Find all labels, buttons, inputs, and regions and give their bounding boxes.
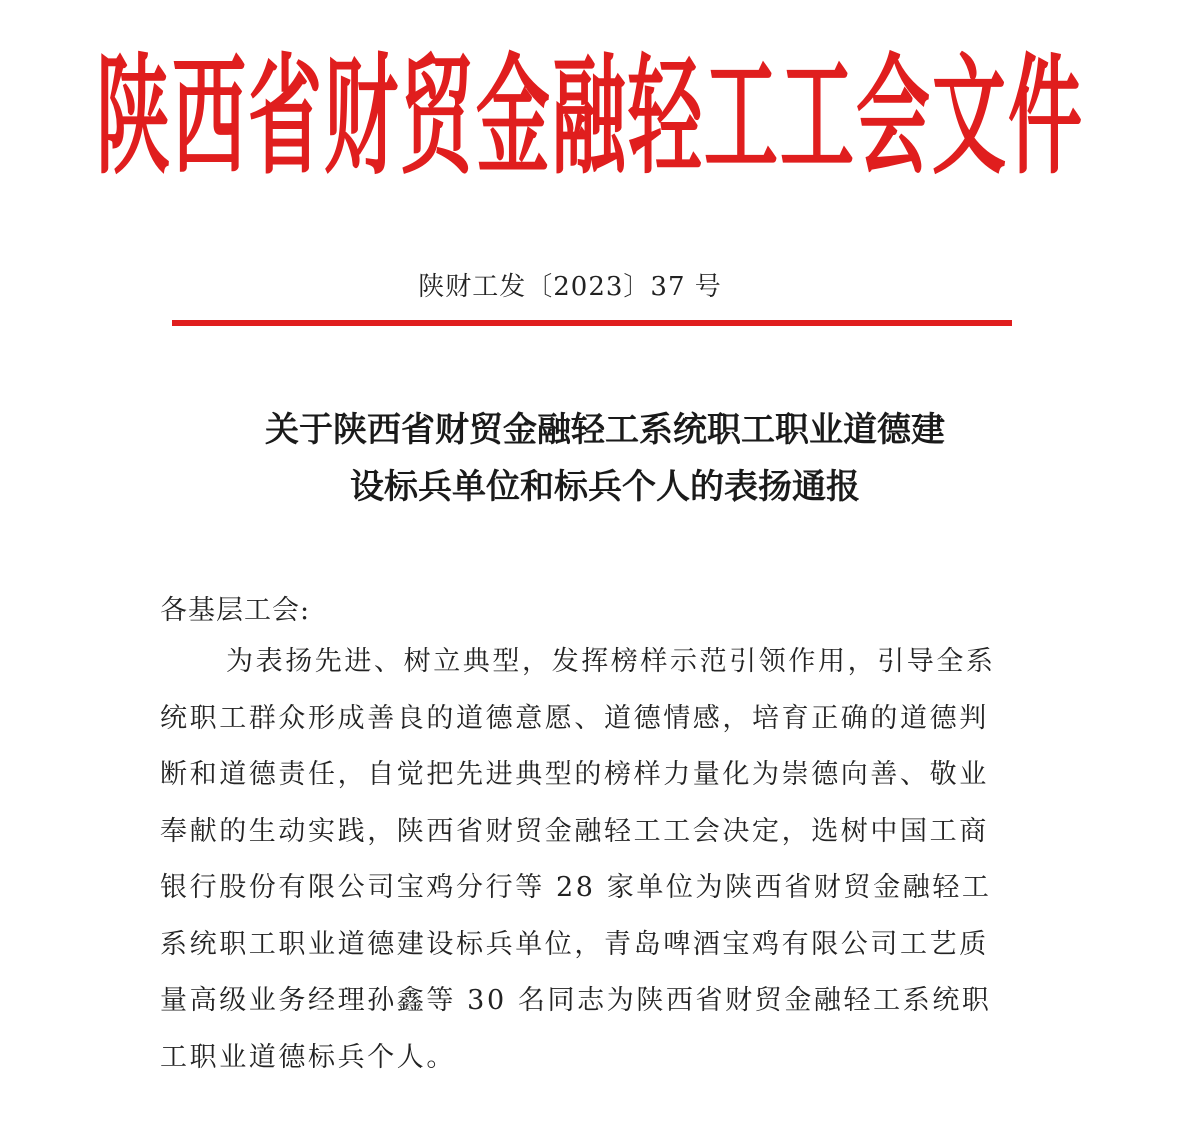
body-line: 统职工群众形成善良的道德意愿、道德情感，培育正确的道德判 [160, 702, 989, 734]
body-line: 量高级业务经理孙鑫等 30 名同志为陕西省财贸金融轻工系统职 [160, 985, 992, 1016]
body-line: 工职业道德标兵个人。 [160, 1041, 456, 1073]
red-divider [172, 320, 1012, 326]
title-line-2: 设标兵单位和标兵个人的表扬通报 [350, 467, 860, 507]
title-line-1: 关于陕西省财贸金融轻工系统职工职业道德建 [265, 410, 945, 450]
document-number: 陕财工发〔2023〕37 号 [418, 272, 722, 302]
masthead-text: 陕西省财贸金融轻工工会文件 [96, 42, 1084, 193]
salutation: 各基层工会: [160, 595, 311, 626]
body-line: 奉献的生动实践，陕西省财贸金融轻工工会决定，选树中国工商 [160, 815, 989, 847]
body-line: 断和道德责任，自觉把先进典型的榜样力量化为崇德向善、敬业 [160, 759, 989, 790]
body-line: 为表扬先进、树立典型，发挥榜样示范引领作用，引导全系 [226, 646, 996, 677]
body-line: 银行股份有限公司宝鸡分行等 28 家单位为陕西省财贸金融轻工 [160, 872, 992, 903]
body-paragraph [160, 634, 1060, 1086]
masthead-title [96, 32, 1084, 193]
document-title [150, 402, 1060, 516]
body-line: 系统职工职业道德建设标兵单位，青岛啤酒宝鸡有限公司工艺质 [160, 928, 989, 960]
